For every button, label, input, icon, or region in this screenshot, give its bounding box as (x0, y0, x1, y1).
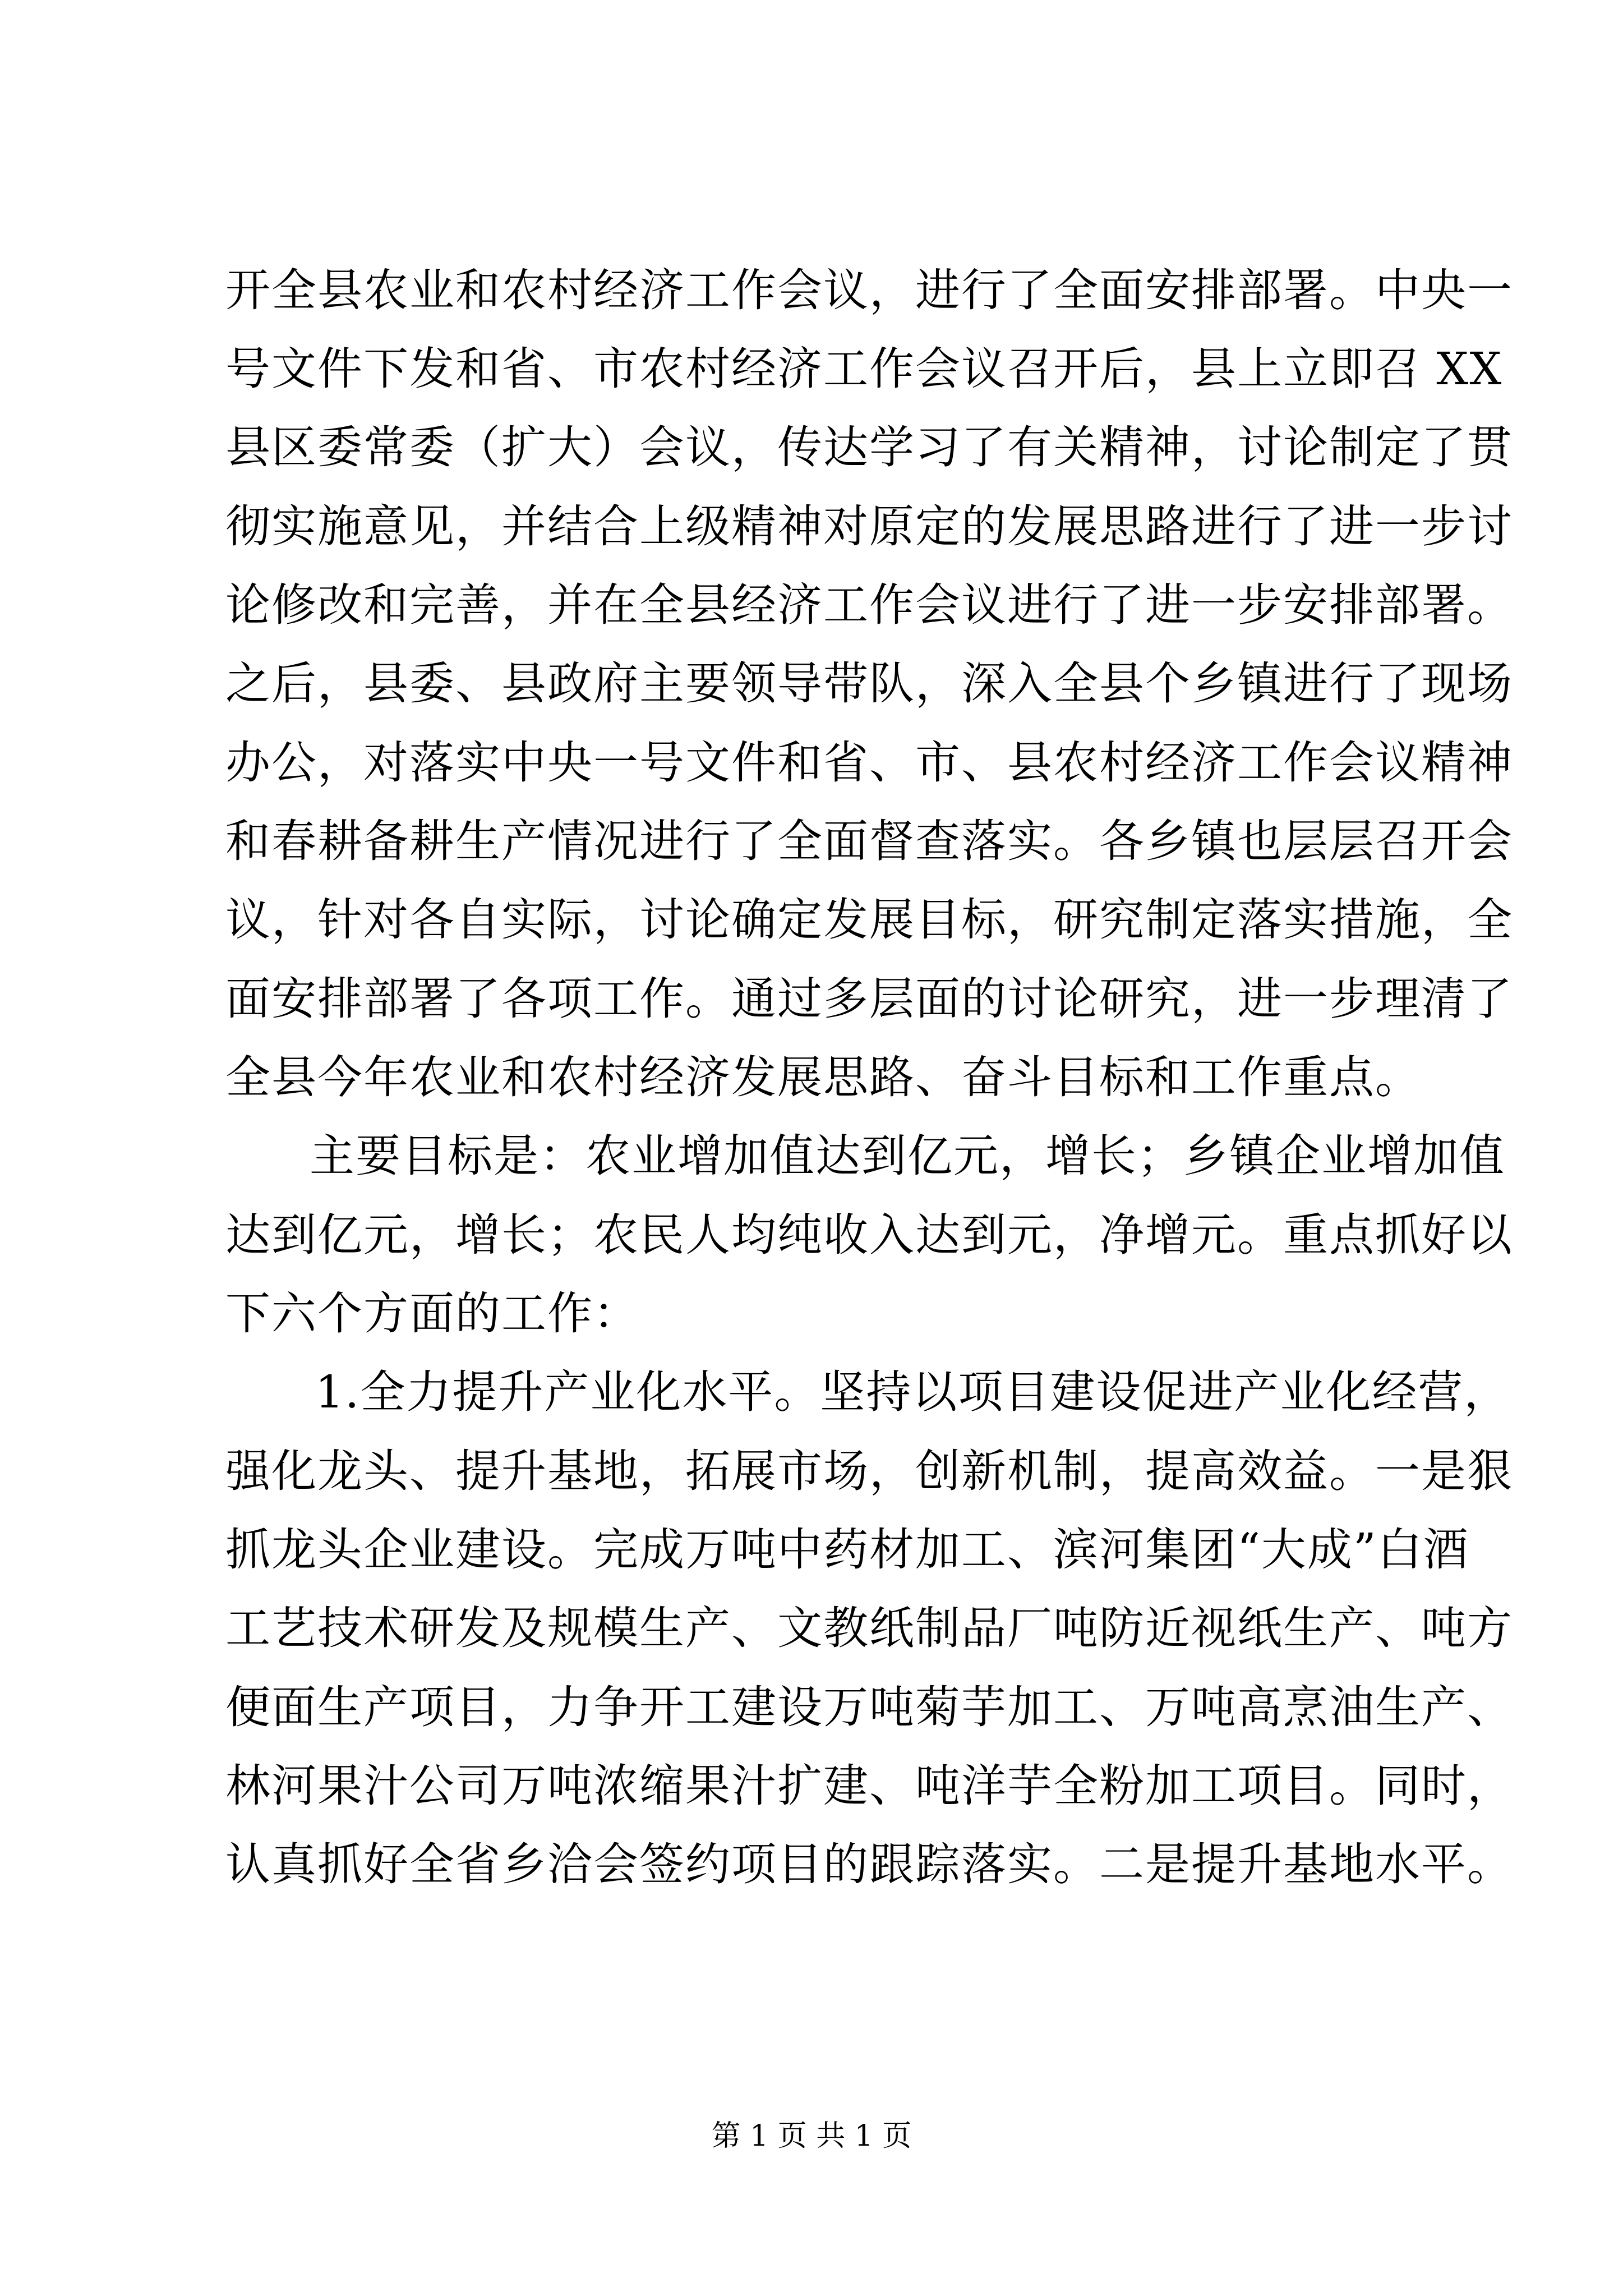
text-line: 彻实施意见，并结合上级精神对原定的发展思路进行了进一步讨 (225, 500, 1513, 553)
text-line: 达到亿元，增长；农民人均纯收入达到元，净增元。重点抓好以 (225, 1209, 1513, 1261)
text-line: 下六个方面的工作： (225, 1287, 639, 1340)
text-line: 和春耕备耕生产情况进行了全面督查落实。各乡镇也层层召开会 (225, 815, 1513, 867)
page-footer: 第 1 页 共 1 页 (711, 2119, 912, 2153)
text-line: 县区委常委（扩大）会议，传达学习了有关精神，讨论制定了贯 (225, 421, 1513, 473)
text-line: 之后，县委、县政府主要领导带队，深入全县个乡镇进行了现场 (225, 657, 1513, 710)
text-line: 抓龙头企业建设。完成万吨中药材加工、滨河集团“大成”白酒 (225, 1524, 1469, 1576)
text-line-indented: 1.全力提升产业化水平。坚持以项目建设促进产业化经营， (315, 1366, 1510, 1418)
text-line: 号文件下发和省、市农村经济工作会议召开后，县上立即召 XX (225, 343, 1503, 395)
text-line: 工艺技术研发及规模生产、文教纸制品厂吨防近视纸生产、吨方 (225, 1602, 1513, 1654)
text-line: 林河果汁公司万吨浓缩果汁扩建、吨洋芋全粉加工项目。同时， (225, 1760, 1513, 1812)
text-line: 办公，对落实中央一号文件和省、市、县农村经济工作会议精神 (225, 737, 1513, 789)
text-line: 面安排部署了各项工作。通过多层面的讨论研究，进一步理清了 (225, 973, 1513, 1025)
text-line: 全县今年农业和农村经济发展思路、奋斗目标和工作重点。 (225, 1051, 1421, 1103)
text-line-indented: 主要目标是：农业增加值达到亿元，增长；乡镇企业增加值 (310, 1130, 1505, 1182)
text-line: 开全县农业和农村经济工作会议，进行了全面安排部署。中央一 (225, 264, 1513, 316)
text-line: 论修改和完善，并在全县经济工作会议进行了进一步安排部署。 (225, 579, 1513, 631)
text-line: 议，针对各自实际，讨论确定发展目标，研究制定落实措施，全 (225, 894, 1513, 946)
text-line: 强化龙头、提升基地，拓展市场，创新机制，提高效益。一是狠 (225, 1445, 1513, 1497)
text-line: 便面生产项目，力争开工建设万吨菊芋加工、万吨高烹油生产、 (225, 1681, 1513, 1733)
text-line: 认真抓好全省乡洽会签约项目的跟踪落实。二是提升基地水平。 (225, 1838, 1513, 1890)
